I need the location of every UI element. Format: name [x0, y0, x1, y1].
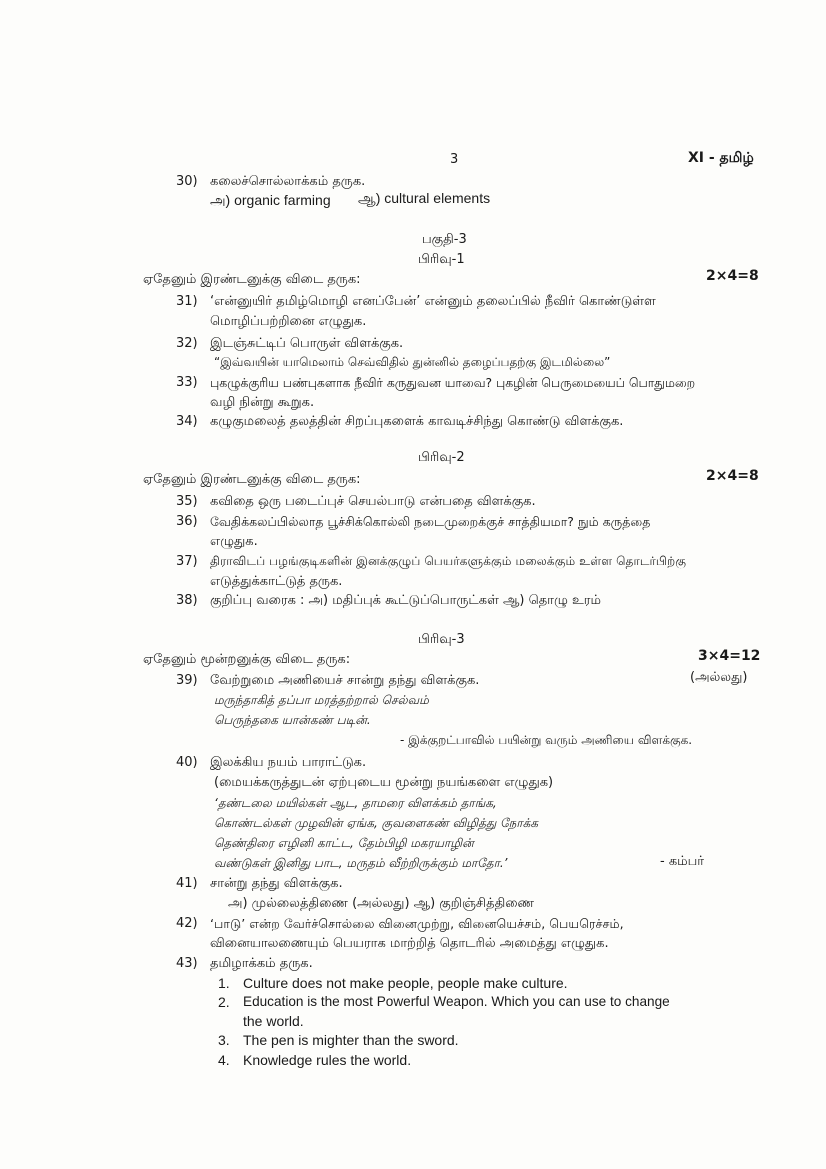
- q30-number: 30): [176, 174, 198, 189]
- q35-line1: கவிதை ஒரு படைப்புச் செயல்பாடு என்பதை விளக்குக.: [210, 494, 536, 509]
- q30-option-a: அ) organic farming: [210, 192, 331, 208]
- q33-line1: புகழுக்குரிய பண்புகளாக நீவிர் கருதுவன யாவை? புகழின் பெருமையைப் பொதுமறை: [210, 375, 696, 390]
- q40-author: - கம்பர்: [660, 854, 705, 869]
- q39-verse2: பெருந்தகை யான்கண் படின்.: [214, 713, 371, 727]
- q43-item-number: 1.: [218, 975, 230, 991]
- q43-item-text-cont: the world.: [243, 1013, 304, 1029]
- q32-number: 32): [176, 336, 198, 351]
- q39-verse1: மருந்தாகித் தப்பா மரத்தற்றால் செல்வம்: [214, 693, 429, 707]
- section1-instruction: ஏதேனும் இரண்டனுக்கு விடை தருக:: [143, 272, 361, 287]
- q41-number: 41): [176, 876, 198, 891]
- section3-title: பிரிவு-3: [418, 632, 465, 647]
- part-title: பகுதி-3: [422, 232, 467, 247]
- section3-marks: 3×4=12: [698, 648, 761, 664]
- q43-item-text: Knowledge rules the world.: [243, 1052, 412, 1068]
- q43-item-number: 4.: [218, 1052, 230, 1068]
- section2-instruction: ஏதேனும் இரண்டனுக்கு விடை தருக:: [143, 472, 361, 487]
- q37-number: 37): [176, 554, 198, 569]
- q43-line1: தமிழாக்கம் தருக.: [210, 956, 313, 971]
- q36-number: 36): [176, 514, 198, 529]
- q40-number: 40): [176, 755, 198, 770]
- q32-line1: இடஞ்சுட்டிப் பொருள் விளக்குக.: [210, 336, 404, 351]
- q38-line1: குறிப்பு வரைக : அ) மதிப்புக் கூட்டுப்பொருட்கள் ஆ) தொழு உரம்: [210, 593, 601, 608]
- q42-line2: வினையாலணையும் பெயராக மாற்றித் தொடரில் அமைத்து எழுதுக.: [210, 936, 609, 951]
- q37-line1: திராவிடப் பழங்குடிகளின் இனக்குழுப் பெயர்களுக்கும் மலைக்கும் உள்ள தொடர்பிற்கு: [210, 554, 687, 568]
- q43-item-number: 2.: [218, 994, 230, 1010]
- q32-quote: “இவ்வயின் யாமெலாம் செவ்விதில் துன்னில் தழைப்பதற்கு இடமில்லை”: [214, 355, 611, 369]
- q38-number: 38): [176, 593, 198, 608]
- q39-or: (அல்லது): [690, 670, 748, 685]
- q43-item-text: Education is the most Powerful Weapon. Which you can use to change: [243, 994, 670, 1009]
- q31-number: 31): [176, 294, 198, 309]
- q40-verse3: தெண்திரை எழினி காட்ட, தேம்பிழி மகரயாழின்: [214, 836, 474, 850]
- q43-item-text: The pen is mighter than the sword.: [243, 1032, 459, 1048]
- q30-option-b: ஆ) cultural elements: [358, 190, 491, 206]
- q33-number: 33): [176, 375, 198, 390]
- q39-number: 39): [176, 673, 198, 688]
- q40-verse1: ‘தண்டலை மயில்கள் ஆட, தாமரை விளக்கம் தாங்க,: [214, 796, 497, 810]
- q39-line2: - இக்குறட்பாவில் பயின்று வரும் அணியை விளக்குக.: [400, 733, 693, 747]
- q40-verse4: வண்டுகள் இனிது பாட, மருதம் வீற்றிருக்கும் மாதோ.’: [214, 856, 508, 870]
- q36-line1: வேதிக்கலப்பில்லாத பூச்சிக்கொல்லி நடைமுறைக்குச் சாத்தியமா? நும் கருத்தை: [210, 514, 651, 529]
- page-number: 3: [450, 152, 459, 167]
- q43-item-text: Culture does not make people, people make culture.: [243, 975, 568, 991]
- q31-line1: ‘என்னுயிர் தமிழ்மொழி எனப்பேன்’ என்னும் தலைப்பில் நீவிர் கொண்டுள்ள: [210, 294, 656, 309]
- q41-line1: சான்று தந்து விளக்குக.: [210, 876, 343, 891]
- q40-line2: (மையக்கருத்துடன் ஏற்புடைய மூன்று நயங்களை எழுதுக): [214, 775, 554, 790]
- q33-line2: வழி நின்று கூறுக.: [210, 395, 315, 410]
- q39-line1: வேற்றுமை அணியைச் சான்று தந்து விளக்குக.: [210, 673, 480, 688]
- section3-instruction: ஏதேனும் மூன்றனுக்கு விடை தருக:: [143, 652, 351, 667]
- q34-number: 34): [176, 414, 198, 429]
- q34-line1: கழுகுமலைத் தலத்தின் சிறப்புகளைக் காவடிச்சிந்து கொண்டு விளக்குக.: [210, 414, 624, 429]
- q37-line2: எடுத்துக்காட்டுத் தருக.: [210, 574, 343, 589]
- q36-line2: எழுதுக.: [210, 534, 258, 549]
- section2-title: பிரிவு-2: [418, 450, 465, 465]
- section2-marks: 2×4=8: [706, 468, 759, 484]
- q40-verse2: கொண்டல்கள் முழவின் ஏங்க, குவளைகண் விழித்து நோக்க: [214, 816, 538, 830]
- class-subject: XI - தமிழ்: [688, 150, 754, 166]
- q41-line2: அ) முல்லைத்திணை (அல்லது) ஆ) குறிஞ்சித்திணை: [228, 896, 535, 911]
- q31-line2: மொழிப்பற்றினை எழுதுக.: [210, 314, 367, 329]
- section1-title: பிரிவு-1: [418, 252, 465, 267]
- q30-text: கலைச்சொல்லாக்கம் தருக.: [210, 174, 366, 189]
- q40-line1: இலக்கிய நயம் பாராட்டுக.: [210, 755, 367, 770]
- q42-line1: ‘பாடு’ என்ற வேர்ச்சொல்லை வினைமுற்று, வினையெச்சம், பெயரெச்சம்,: [210, 916, 624, 931]
- q43-item-number: 3.: [218, 1032, 230, 1048]
- q43-number: 43): [176, 956, 198, 971]
- q35-number: 35): [176, 494, 198, 509]
- section1-marks: 2×4=8: [706, 268, 759, 284]
- q42-number: 42): [176, 916, 198, 931]
